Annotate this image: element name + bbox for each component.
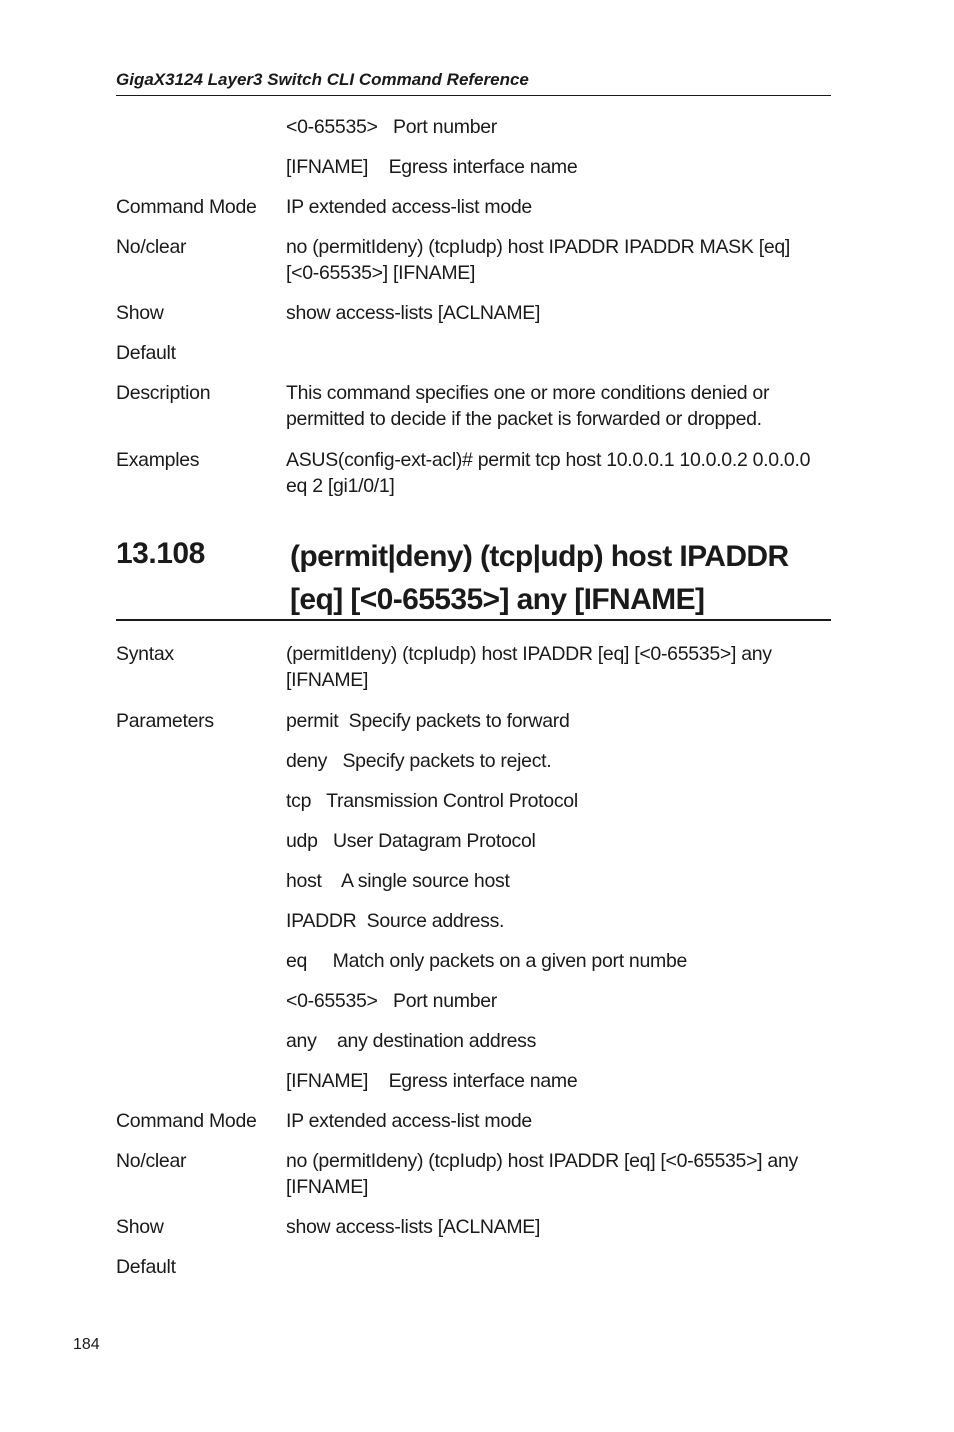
param-text: IPADDR Source address. <box>286 910 505 932</box>
field-label: Description <box>116 382 211 404</box>
field-label: No/clear <box>116 1150 187 1172</box>
section-divider <box>116 619 831 621</box>
field-value: no (permitIdeny) (tcpIudp) host IPADDR IPADDR MASK [eq] [<0-65535>] [IFNAME] <box>286 236 791 284</box>
running-header: GigaX3124 Layer3 Switch CLI Command Reference <box>116 70 529 89</box>
param-text: tcp Transmission Control Protocol <box>286 790 578 812</box>
field-label: Parameters <box>116 710 214 732</box>
section-number: 13.108 <box>116 537 205 570</box>
param-text: deny Specify packets to reject. <box>286 750 552 772</box>
field-label: Command Mode <box>116 1110 257 1132</box>
field-value: ASUS(config-ext-acl)# permit tcp host 10.0.0.1 10.0.0.2 0.0.0.0 eq 2 [gi1/0/1] <box>286 449 811 497</box>
field-value: no (permitIdeny) (tcpIudp) host IPADDR [eq] [<0-65535>] any [IFNAME] <box>286 1150 798 1198</box>
param-text: udp User Datagram Protocol <box>286 830 536 852</box>
field-label: Show <box>116 1216 164 1238</box>
field-value: This command specifies one or more conditions denied or permitted to decide if the packet is forwarded or dropped. <box>286 382 770 430</box>
param-text: <0-65535> Port number <box>286 990 497 1012</box>
field-label: Default <box>116 342 176 364</box>
section-title: (permit|deny) (tcp|udp) host IPADDR [eq] [<0-65535>] any [IFNAME] <box>290 540 789 616</box>
header-divider <box>116 95 831 96</box>
field-label: Show <box>116 302 164 324</box>
field-value: show access-lists [ACLNAME] <box>286 302 541 324</box>
param-text: [IFNAME] Egress interface name <box>286 156 578 178</box>
param-text: <0-65535> Port number <box>286 116 497 138</box>
field-label: Syntax <box>116 643 174 665</box>
param-text: host A single source host <box>286 870 510 892</box>
field-value: (permitIdeny) (tcpIudp) host IPADDR [eq] [<0-65535>] any [IFNAME] <box>286 643 772 691</box>
field-value: IP extended access-list mode <box>286 196 532 218</box>
field-label: Command Mode <box>116 196 257 218</box>
param-text: permit Specify packets to forward <box>286 710 570 732</box>
param-text: eq Match only packets on a given port numbe <box>286 950 688 972</box>
field-label: No/clear <box>116 236 187 258</box>
param-text: [IFNAME] Egress interface name <box>286 1070 578 1092</box>
param-text: any any destination address <box>286 1030 537 1052</box>
field-value: IP extended access-list mode <box>286 1110 532 1132</box>
field-label: Default <box>116 1256 176 1278</box>
field-label: Examples <box>116 449 200 471</box>
page-number: 184 <box>73 1336 100 1353</box>
field-value: show access-lists [ACLNAME] <box>286 1216 541 1238</box>
